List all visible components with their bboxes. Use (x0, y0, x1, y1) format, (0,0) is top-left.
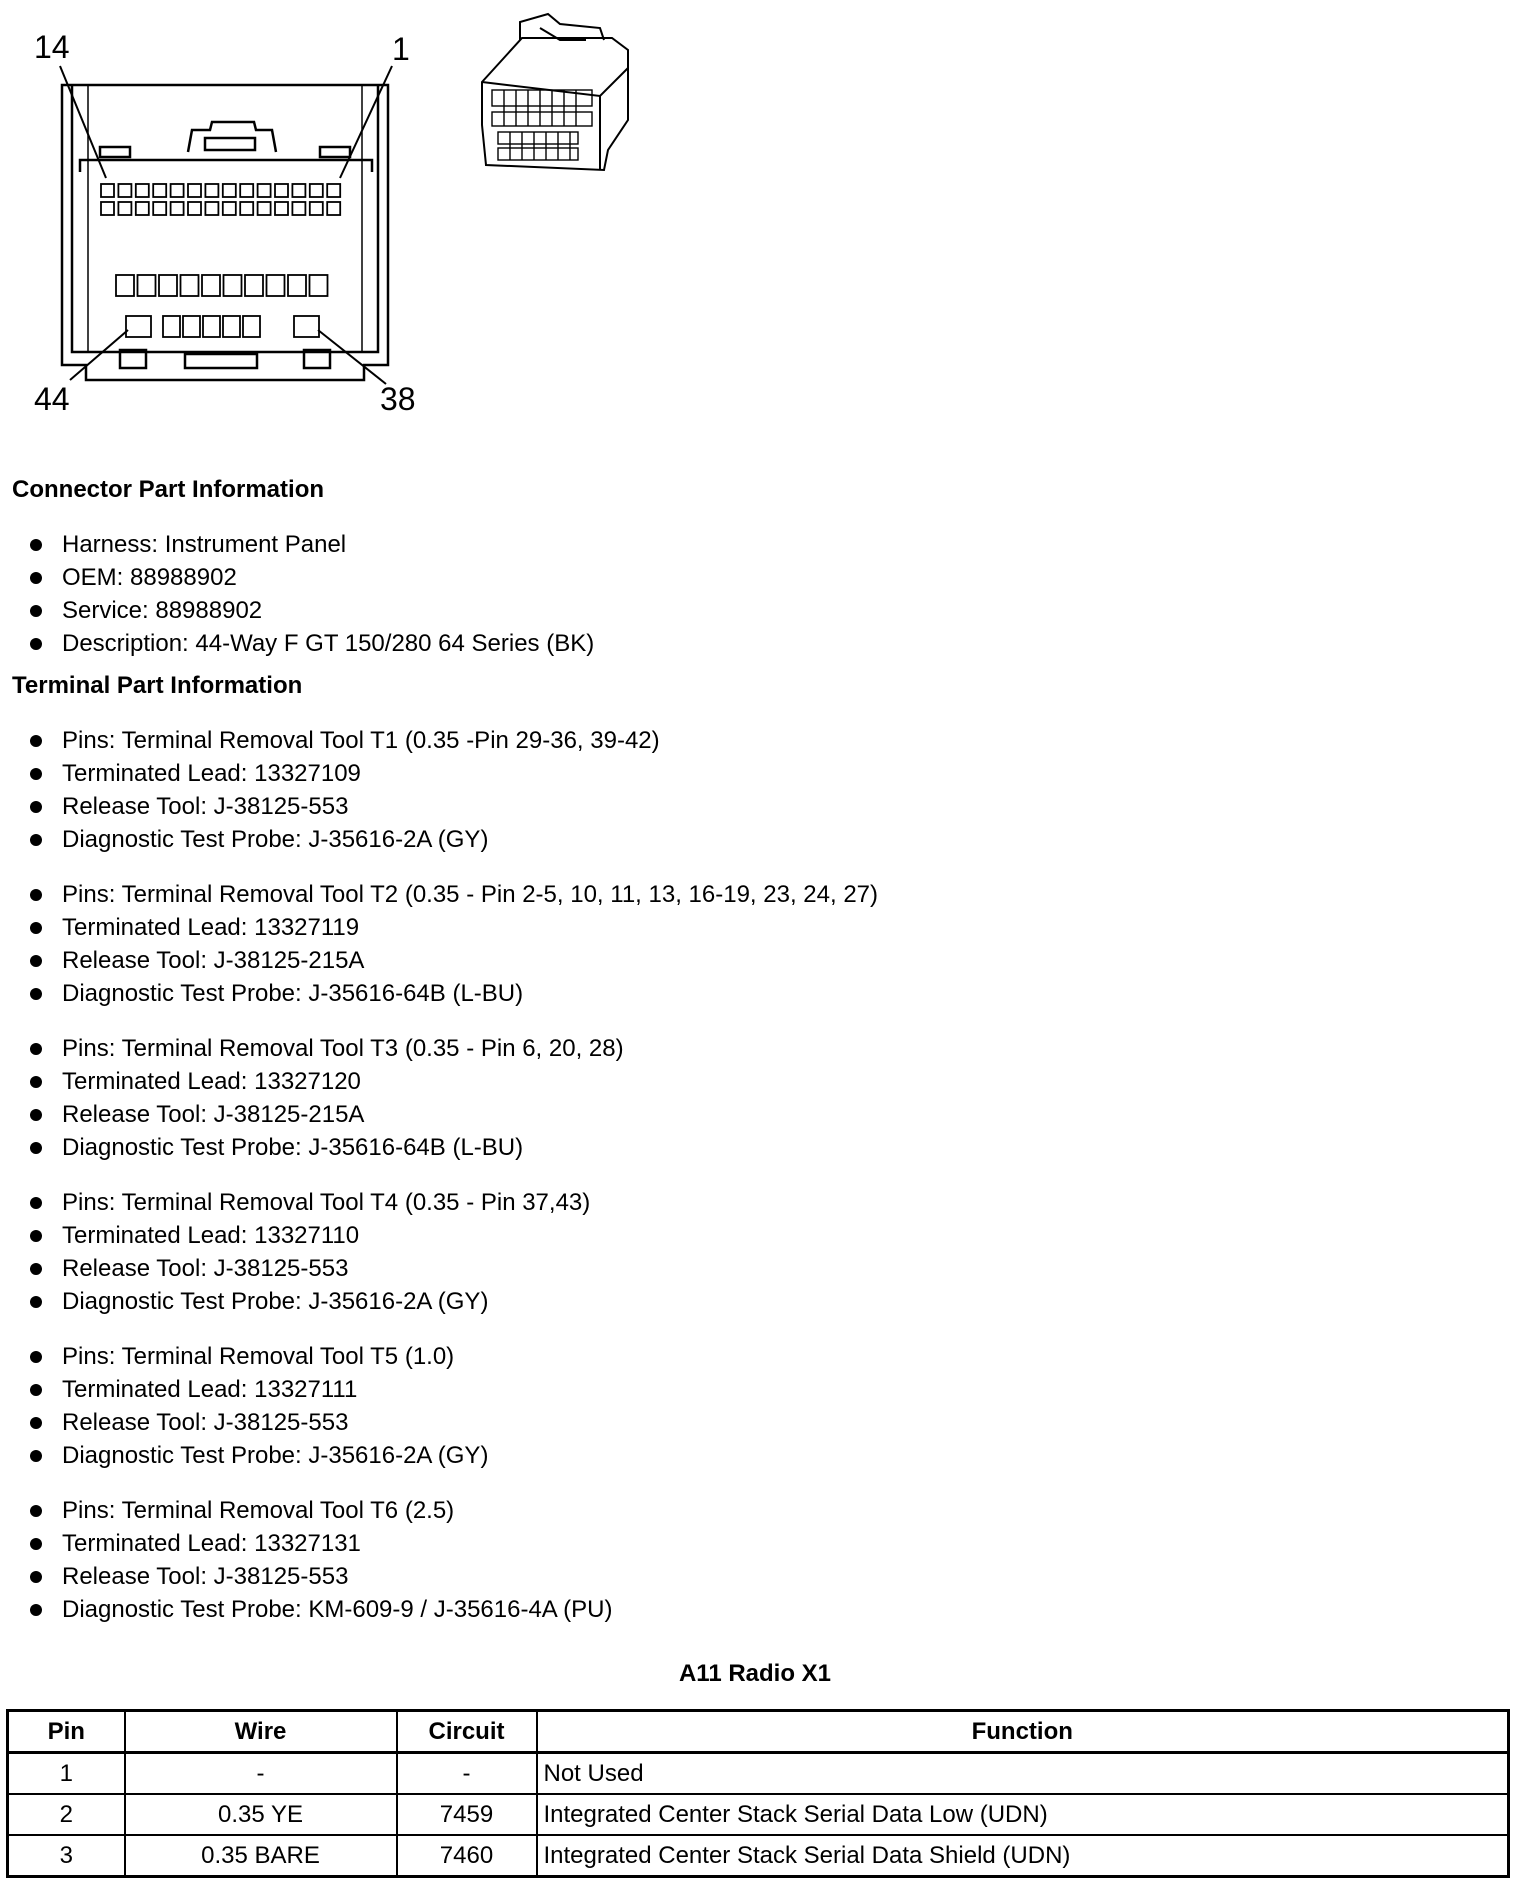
terminal-group-t4 (30, 1186, 590, 1318)
terminal-group-t3 (30, 1032, 624, 1164)
list-item: Diagnostic Test Probe: KM-609-9 / J-35616-4A (PU) (30, 1593, 612, 1626)
list-item: Release Tool: J-38125-553 (30, 790, 660, 823)
pin-cavity (205, 184, 218, 197)
pin-table (6, 1709, 1510, 1878)
pin-cavity (224, 275, 242, 296)
pin-cavity (136, 202, 149, 215)
list-item: Harness: Instrument Panel (30, 528, 594, 561)
list-item: Terminated Lead: 13327109 (30, 757, 660, 790)
pin-cavity (294, 316, 319, 337)
table-row (8, 1794, 1509, 1835)
bullet-icon (30, 539, 42, 551)
column-header-function: Function (537, 1711, 1509, 1753)
cavity-grid (101, 184, 340, 337)
pin-cavity (163, 316, 180, 337)
bullet-icon (30, 1043, 42, 1055)
bullet-icon (30, 1450, 42, 1462)
list-item: Pins: Terminal Removal Tool T4 (0.35 - Pin 37,43) (30, 1186, 590, 1219)
pin-cavity (223, 202, 236, 215)
pin-cavity (138, 275, 156, 296)
bullet-icon (30, 988, 42, 1000)
list-item: Diagnostic Test Probe: J-35616-64B (L-BU) (30, 977, 878, 1010)
list-item: Release Tool: J-38125-553 (30, 1406, 488, 1439)
function-cell: Integrated Center Stack Serial Data Low (UDN) (537, 1794, 1509, 1835)
table-header-row (8, 1711, 1509, 1753)
list-item: Pins: Terminal Removal Tool T3 (0.35 - Pin 6, 20, 28) (30, 1032, 624, 1065)
list-item: Terminated Lead: 13327111 (30, 1373, 488, 1406)
table-title: A11 Radio X1 (678, 1660, 832, 1687)
pin-label-38: 38 (380, 381, 416, 417)
pin-cavity (171, 184, 184, 197)
connector-housing (62, 85, 388, 380)
bullet-icon (30, 1142, 42, 1154)
bullet-icon (30, 1417, 42, 1429)
bullet-icon (30, 1296, 42, 1308)
list-item: Pins: Terminal Removal Tool T1 (0.35 -Pin 29-36, 39-42) (30, 724, 660, 757)
column-header-circuit: Circuit (397, 1711, 537, 1753)
wire-cell: 0.35 YE (125, 1794, 397, 1835)
bullet-icon (30, 889, 42, 901)
pin-cavity (267, 275, 285, 296)
pin-cavity (223, 316, 240, 337)
terminal-group-t5 (30, 1340, 488, 1472)
bullet-icon (30, 1197, 42, 1209)
pin-cavity (203, 316, 220, 337)
terminal-group-t1 (30, 724, 660, 856)
pin-cavity (292, 202, 305, 215)
wire-cell: - (125, 1753, 397, 1795)
bullet-icon (30, 638, 42, 650)
pin-cavity (205, 202, 218, 215)
pin-cavity (275, 184, 288, 197)
bullet-icon (30, 1263, 42, 1275)
pin-cell: 3 (8, 1835, 125, 1877)
list-item: Terminated Lead: 13327120 (30, 1065, 624, 1098)
wire-cell: 0.35 BARE (125, 1835, 397, 1877)
list-item: Diagnostic Test Probe: J-35616-2A (GY) (30, 823, 660, 856)
pin-cavity (202, 275, 220, 296)
pin-cavity (126, 316, 151, 337)
pin-cavity (188, 184, 201, 197)
table-row (8, 1753, 1509, 1795)
bullet-icon (30, 1604, 42, 1616)
pin-cavity (240, 184, 253, 197)
pin-cavity (116, 275, 134, 296)
pin-cavity (183, 316, 200, 337)
list-item: Release Tool: J-38125-553 (30, 1560, 612, 1593)
pin-cavity (245, 275, 263, 296)
list-item: Terminated Lead: 13327131 (30, 1527, 612, 1560)
bullet-icon (30, 922, 42, 934)
list-item: Pins: Terminal Removal Tool T5 (1.0) (30, 1340, 488, 1373)
pin-cavity (153, 202, 166, 215)
list-item: Terminated Lead: 13327110 (30, 1219, 590, 1252)
pin-label-44: 44 (34, 381, 70, 417)
list-item: Pins: Terminal Removal Tool T2 (0.35 - Pin 2-5, 10, 11, 13, 16-19, 23, 24, 27) (30, 878, 878, 911)
list-item: Diagnostic Test Probe: J-35616-64B (L-BU) (30, 1131, 624, 1164)
bullet-icon (30, 768, 42, 780)
list-item: Release Tool: J-38125-215A (30, 1098, 624, 1131)
column-header-pin: Pin (8, 1711, 125, 1753)
connector-part-info-list (30, 528, 594, 660)
pin-cavity (310, 202, 323, 215)
bullet-icon (30, 1538, 42, 1550)
list-item: Release Tool: J-38125-553 (30, 1252, 590, 1285)
connector-3d-illustration (482, 14, 628, 170)
pin-cavity (310, 275, 328, 296)
pin-cavity (310, 184, 323, 197)
list-item: Diagnostic Test Probe: J-35616-2A (GY) (30, 1439, 488, 1472)
column-header-wire: Wire (125, 1711, 397, 1753)
bullet-icon (30, 1351, 42, 1363)
list-item: OEM: 88988902 (30, 561, 594, 594)
bullet-icon (30, 955, 42, 967)
pin-cavity (118, 184, 131, 197)
circuit-cell: - (397, 1753, 537, 1795)
terminal-group-t6 (30, 1494, 612, 1626)
pin-cavity (223, 184, 236, 197)
list-item: Pins: Terminal Removal Tool T6 (2.5) (30, 1494, 612, 1527)
bullet-icon (30, 605, 42, 617)
bullet-icon (30, 1076, 42, 1088)
circuit-cell: 7460 (397, 1835, 537, 1877)
pin-cavity (118, 202, 131, 215)
pin-cavity (159, 275, 177, 296)
pin-cavity (240, 202, 253, 215)
pin-cavity (258, 202, 271, 215)
pin-cavity (275, 202, 288, 215)
pin-cavity (181, 275, 199, 296)
pin-cavity (327, 184, 340, 197)
circuit-cell: 7459 (397, 1794, 537, 1835)
bullet-icon (30, 1505, 42, 1517)
pin-cavity (136, 184, 149, 197)
function-cell: Integrated Center Stack Serial Data Shield (UDN) (537, 1835, 1509, 1877)
list-item: Terminated Lead: 13327119 (30, 911, 878, 944)
bullet-icon (30, 572, 42, 584)
bullet-icon (30, 1571, 42, 1583)
pin-cavity (292, 184, 305, 197)
connector-inner-wall (72, 85, 378, 352)
bullet-icon (30, 735, 42, 747)
pin-cavity (188, 202, 201, 215)
list-item: Description: 44-Way F GT 150/280 64 Series (BK) (30, 627, 594, 660)
pin-cavity (101, 184, 114, 197)
pin-cavity (101, 202, 114, 215)
pin-cavity (258, 184, 271, 197)
pin-label-1: 1 (392, 31, 410, 67)
terminal-part-info-heading: Terminal Part Information (12, 672, 303, 699)
terminal-group-t2 (30, 878, 878, 1010)
function-cell: Not Used (537, 1753, 1509, 1795)
bullet-icon (30, 801, 42, 813)
pin-cavity (288, 275, 306, 296)
bullet-icon (30, 1109, 42, 1121)
pin-cell: 2 (8, 1794, 125, 1835)
pin-label-14: 14 (34, 29, 70, 65)
bullet-icon (30, 834, 42, 846)
connector-diagram (0, 0, 700, 430)
pin-cavity (243, 316, 260, 337)
pin-cavity (327, 202, 340, 215)
pin-cell: 1 (8, 1753, 125, 1795)
pin-cavity (153, 184, 166, 197)
connector-part-info-heading: Connector Part Information (12, 476, 325, 503)
list-item: Diagnostic Test Probe: J-35616-2A (GY) (30, 1285, 590, 1318)
table-row (8, 1835, 1509, 1877)
list-item: Release Tool: J-38125-215A (30, 944, 878, 977)
bullet-icon (30, 1384, 42, 1396)
list-item: Service: 88988902 (30, 594, 594, 627)
bullet-icon (30, 1230, 42, 1242)
pin-cavity (171, 202, 184, 215)
